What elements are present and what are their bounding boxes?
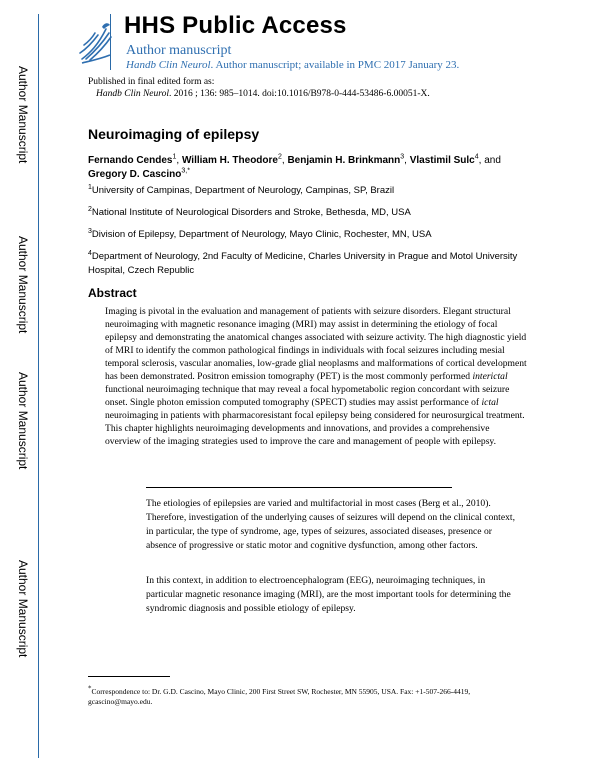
abstract-part: Imaging is pivotal in the evaluation and management of patients with seizure disorders. Elegant structural neuroimaging with magnetic resonance imaging (MRI) may assist in determining the etiology of focal epilepsy and demonstrating the anatomical changes associated with seizure activity. The high diagnostic yield of MRI to identify the common pathological findings in individuals with focal seizures including mesial temporal sclerosis, vascular anomalies, low-grade glial neoplasms and malformations of cortical development has been demonstrated. Positron emission tomography (PET) is the most commonly performed bbox=[105, 306, 527, 382]
header-divider bbox=[110, 14, 111, 70]
citation-line bbox=[96, 89, 430, 99]
abstract-part: neuroimaging in patients with pharmacoresistant focal epilepsy being considered for neurosurgical treatment. This chapter highlights neuroimaging developments and innovations, and provides a comprehensive overview of the imaging strategies used to improve the care and management of people with epilepsy. bbox=[105, 410, 525, 447]
affiliation-marker: 3 bbox=[88, 227, 92, 235]
abstract-term-ictal: ictal bbox=[481, 397, 499, 408]
sidebar-label-author-manuscript: Author Manuscript bbox=[16, 560, 30, 658]
author-name: Benjamin H. Brinkmann bbox=[287, 155, 401, 166]
sidebar-label-author-manuscript: Author Manuscript bbox=[16, 236, 30, 334]
affiliation-marker: 1 bbox=[88, 183, 92, 191]
author-list: Fernando Cendes$^1$, William H. Theodore$^2$, Benjamin H. Brinkmann$^3$, Vlastimil Sulc$^4$, and Gregory D. Cascino$^{3,*}$ bbox=[88, 153, 501, 180]
body-paragraph: In this context, in addition to electroencephalogram (EEG), neuroimaging techniques, in particular magnetic resonance imaging (MRI), are the most important tools for determining the syndromic diagnosis and possible etiology of epilepsy. bbox=[146, 575, 511, 614]
footnote-text: Correspondence to: Dr. G.D. Cascino, Mayo Clinic, 200 First Street SW, Rochester, MN 55905, USA. Fax: +1-507-266-4419, gcascino@mayo.edu. bbox=[88, 687, 471, 706]
affiliation-marker: 4 bbox=[88, 249, 92, 257]
abstract-heading: Abstract bbox=[88, 286, 137, 300]
affiliation bbox=[88, 206, 528, 220]
affiliation bbox=[88, 228, 528, 242]
author-manuscript-label: Author manuscript bbox=[126, 43, 232, 58]
citation-journal: Handb Clin Neurol bbox=[96, 89, 170, 99]
body-paragraph: The etiologies of epilepsies are varied and multifactorial in most cases (Berg et al., 2010). Therefore, investigation of the underlying causes of seizures will depend on the clinical context, in particular, the type of syndrome, age, types of seizures, associated diseases, presence or absence of progressive or static motor and cognitive dysfunction, among other factors. bbox=[146, 498, 515, 551]
footnote-divider bbox=[88, 676, 170, 677]
author-conjunction: , and bbox=[478, 155, 501, 166]
abstract-part: functional neuroimaging technique that may reveal a focal hypometabolic region concordant with seizure onset. Single photon emission computed tomography (SPECT) studies may assist performance of bbox=[105, 384, 510, 408]
published-in-label: Published in final edited form as: bbox=[88, 77, 215, 87]
sidebar-divider bbox=[38, 14, 39, 758]
hhs-public-access-title: HHS Public Access bbox=[124, 12, 347, 39]
abstract-term-interictal: interictal bbox=[472, 371, 508, 382]
journal-abbrev: Handb Clin Neurol bbox=[126, 59, 211, 71]
author-affiliation-marker: 3 bbox=[400, 153, 405, 161]
hhs-eagle-logo-icon bbox=[76, 15, 118, 67]
affiliation bbox=[88, 184, 528, 198]
availability-line bbox=[126, 59, 459, 71]
abstract-divider bbox=[146, 487, 452, 488]
author-name: Vlastimil Sulc bbox=[409, 155, 475, 166]
footnote-marker: * bbox=[88, 684, 92, 693]
affiliation-text: Division of Epilepsy, Department of Neurology, Mayo Clinic, Rochester, MN, USA bbox=[91, 229, 432, 240]
sidebar-label-author-manuscript: Author Manuscript bbox=[16, 372, 30, 470]
availability-text: . Author manuscript; available in PMC 2017 January 23. bbox=[210, 59, 460, 71]
paper-title: Neuroimaging of epilepsy bbox=[88, 126, 260, 142]
affiliation bbox=[88, 250, 528, 277]
author-affiliation-marker: 1 bbox=[172, 153, 177, 161]
author-affiliation-marker: 3,* bbox=[181, 167, 190, 175]
citation-details: . 2016 ; 136: 985–1014. doi:10.1016/B978-0-444-53486-6.00051-X. bbox=[169, 89, 430, 99]
author-affiliation-marker: 2 bbox=[277, 153, 282, 161]
author-name: William H. Theodore bbox=[181, 155, 278, 166]
affiliation-text: Department of Neurology, 2nd Faculty of Medicine, Charles University in Prague and Motol University Hospital, Czech Republic bbox=[88, 251, 518, 276]
affiliation-text: University of Campinas, Department of Neurology, Campinas, SP, Brazil bbox=[91, 185, 395, 196]
author-name: Fernando Cendes bbox=[88, 155, 173, 166]
sidebar-label-author-manuscript: Author Manuscript bbox=[16, 66, 30, 164]
author-affiliation-marker: 4 bbox=[474, 153, 479, 161]
abstract-text bbox=[105, 305, 527, 448]
affiliation-marker: 2 bbox=[88, 205, 92, 213]
author-name: Gregory D. Cascino bbox=[88, 169, 182, 180]
affiliation-text: National Institute of Neurological Disorders and Stroke, Bethesda, MD, USA bbox=[91, 207, 411, 218]
correspondence-footnote bbox=[88, 684, 508, 707]
